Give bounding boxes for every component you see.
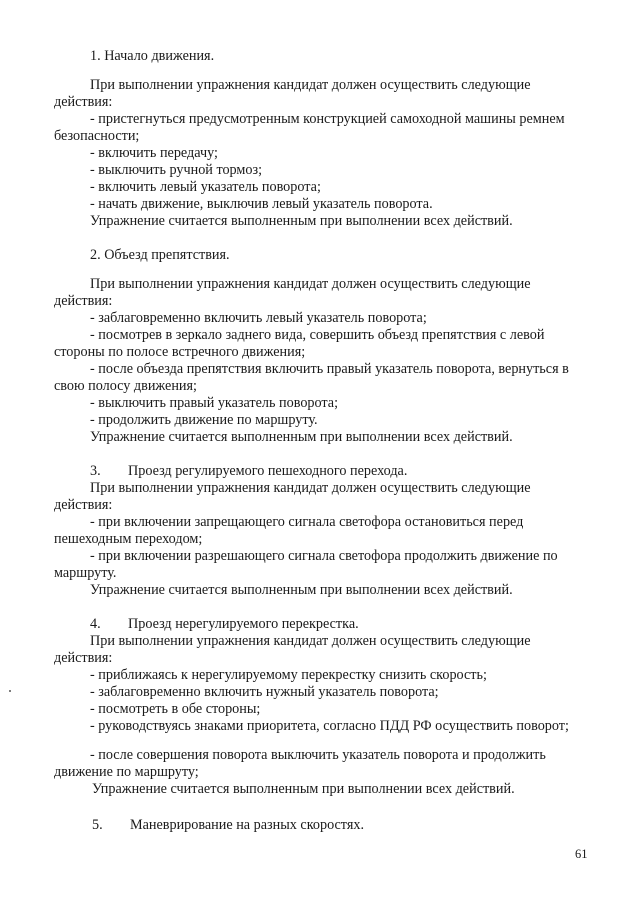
section-1-item-3: - выключить ручной тормоз; [90, 162, 263, 178]
scan-speck [9, 690, 11, 692]
section-1-intro-line-1: При выполнении упражнения кандидат должен осуществить следующие [90, 77, 531, 93]
section-3-intro-line-1: При выполнении упражнения кандидат должен осуществить следующие [90, 480, 531, 496]
section-3-intro-line-2: действия: [54, 497, 113, 513]
section-4-title: Проезд нерегулируемого перекрестка. [128, 616, 359, 632]
section-3-heading [90, 463, 407, 480]
section-5-number: 5. [92, 817, 103, 833]
section-3-closing: Упражнение считается выполненным при выполнении всех действий. [90, 582, 513, 598]
section-4-intro-line-2: действия: [54, 650, 113, 666]
section-4-item-1: - приближаясь к нерегулируемому перекрестку снизить скорость; [90, 667, 487, 683]
section-5-title: Маневрирование на разных скоростях. [130, 817, 364, 833]
section-4-item-2: - заблаговременно включить нужный указатель поворота; [90, 684, 439, 700]
section-2-intro-line-2: действия: [54, 293, 113, 309]
section-4-heading [90, 616, 359, 633]
section-1-closing: Упражнение считается выполненным при выполнении всех действий. [90, 213, 513, 229]
section-3-item-1-cont: пешеходным переходом; [54, 531, 203, 547]
section-2-heading: 2. Объезд препятствия. [90, 247, 230, 263]
section-2-item-2: - посмотрев в зеркало заднего вида, совершить объезд препятствия с левой [90, 327, 545, 343]
section-1-item-1-cont: безопасности; [54, 128, 140, 144]
section-4-closing: Упражнение считается выполненным при выполнении всех действий. [92, 781, 515, 797]
section-3-item-2: - при включении разрешающего сигнала светофора продолжить движение по [90, 548, 558, 564]
section-2-item-4: - выключить правый указатель поворота; [90, 395, 339, 411]
section-3-item-1: - при включении запрещающего сигнала светофора остановиться перед [90, 514, 524, 530]
section-2-item-2-cont: стороны по полосе встречного движения; [54, 344, 306, 360]
section-2-item-3-cont: свою полосу движения; [54, 378, 197, 394]
section-4-item-3: - посмотреть в обе стороны; [90, 701, 261, 717]
section-3-number: 3. [90, 463, 101, 479]
section-2-item-1: - заблаговременно включить левый указатель поворота; [90, 310, 427, 326]
section-4-number: 4. [90, 616, 101, 632]
section-5-heading [92, 817, 364, 834]
section-2-closing: Упражнение считается выполненным при выполнении всех действий. [90, 429, 513, 445]
section-4-item-4: - руководствуясь знаками приоритета, согласно ПДД РФ осуществить поворот; [90, 718, 569, 734]
section-4-intro-line-1: При выполнении упражнения кандидат должен осуществить следующие [90, 633, 531, 649]
section-3-item-2-cont: маршруту. [54, 565, 117, 581]
section-1-item-4: - включить левый указатель поворота; [90, 179, 321, 195]
section-1-item-5: - начать движение, выключив левый указатель поворота. [90, 196, 433, 212]
section-3-title: Проезд регулируемого пешеходного перехода. [128, 463, 408, 479]
section-4-item-5: - после совершения поворота выключить указатель поворота и продолжить [90, 747, 546, 763]
section-2-intro-line-1: При выполнении упражнения кандидат должен осуществить следующие [90, 276, 531, 292]
section-1-item-2: - включить передачу; [90, 145, 218, 161]
section-2-item-5: - продолжить движение по маршруту. [90, 412, 318, 428]
section-4-item-5-cont: движение по маршруту; [54, 764, 199, 780]
section-2-item-3: - после объезда препятствия включить правый указатель поворота, вернуться в [90, 361, 569, 377]
section-1-item-1: - пристегнуться предусмотренным конструкцией самоходной машины ремнем [90, 111, 565, 127]
section-1-heading: 1. Начало движения. [90, 48, 215, 64]
page-number: 61 [575, 847, 588, 861]
section-1-intro-line-2: действия: [54, 94, 113, 110]
